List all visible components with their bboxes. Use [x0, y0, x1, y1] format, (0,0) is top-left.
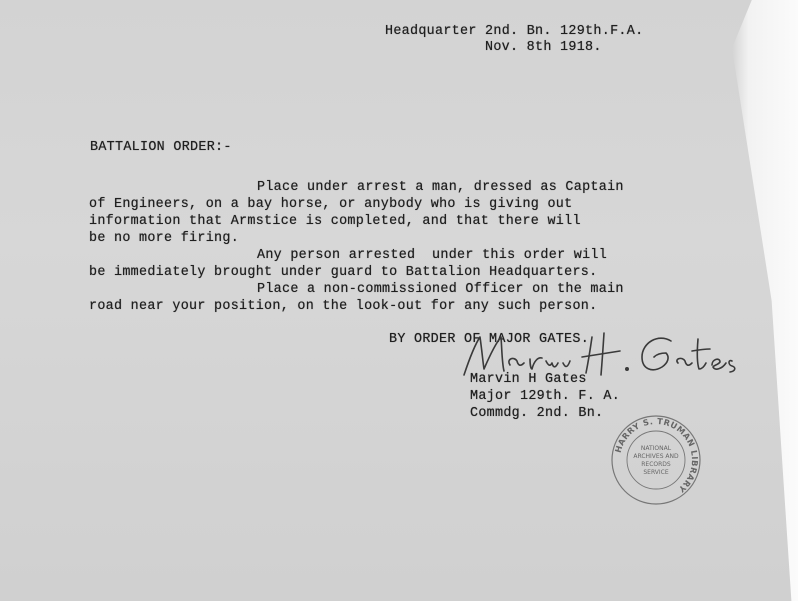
svg-text:RECORDS: RECORDS [641, 461, 671, 468]
closing-line: BY ORDER OF MAJOR GATES. [389, 332, 590, 347]
header-date: Nov. 8th 1918. [485, 40, 602, 55]
body-line: information that Armstice is completed, and that there will [89, 214, 581, 229]
svg-text:ARCHIVES AND: ARCHIVES AND [633, 453, 679, 460]
signer-rank: Major 129th. F. A. [470, 389, 621, 404]
paper-fold-edge [732, 0, 798, 601]
body-line: Any person arrested under this order will [257, 248, 608, 263]
body-line: be immediately brought under guard to Battalion Headquarters. [89, 265, 598, 280]
body-line: road near your position, on the look-out for any such person. [89, 299, 598, 314]
body-line: Place a non-commissioned Officer on the main [257, 282, 624, 297]
body-line: Place under arrest a man, dressed as Captain [257, 180, 624, 195]
order-title: BATTALION ORDER:- [90, 140, 232, 155]
body-line: be no more firing. [89, 231, 240, 246]
archive-stamp [609, 413, 703, 507]
svg-text:HARRY S. TRUMAN LIBRARY: HARRY S. TRUMAN LIBRARY [612, 415, 701, 495]
svg-text:SERVICE: SERVICE [643, 469, 669, 476]
svg-text:NATIONAL: NATIONAL [640, 445, 672, 452]
signer-name: Marvin H Gates [470, 372, 587, 387]
signer-command: Commdg. 2nd. Bn. [470, 406, 604, 421]
header-unit: Headquarter 2nd. Bn. 129th.F.A. [385, 24, 644, 39]
body-line: of Engineers, on a bay horse, or anybody who is giving out [89, 197, 573, 212]
